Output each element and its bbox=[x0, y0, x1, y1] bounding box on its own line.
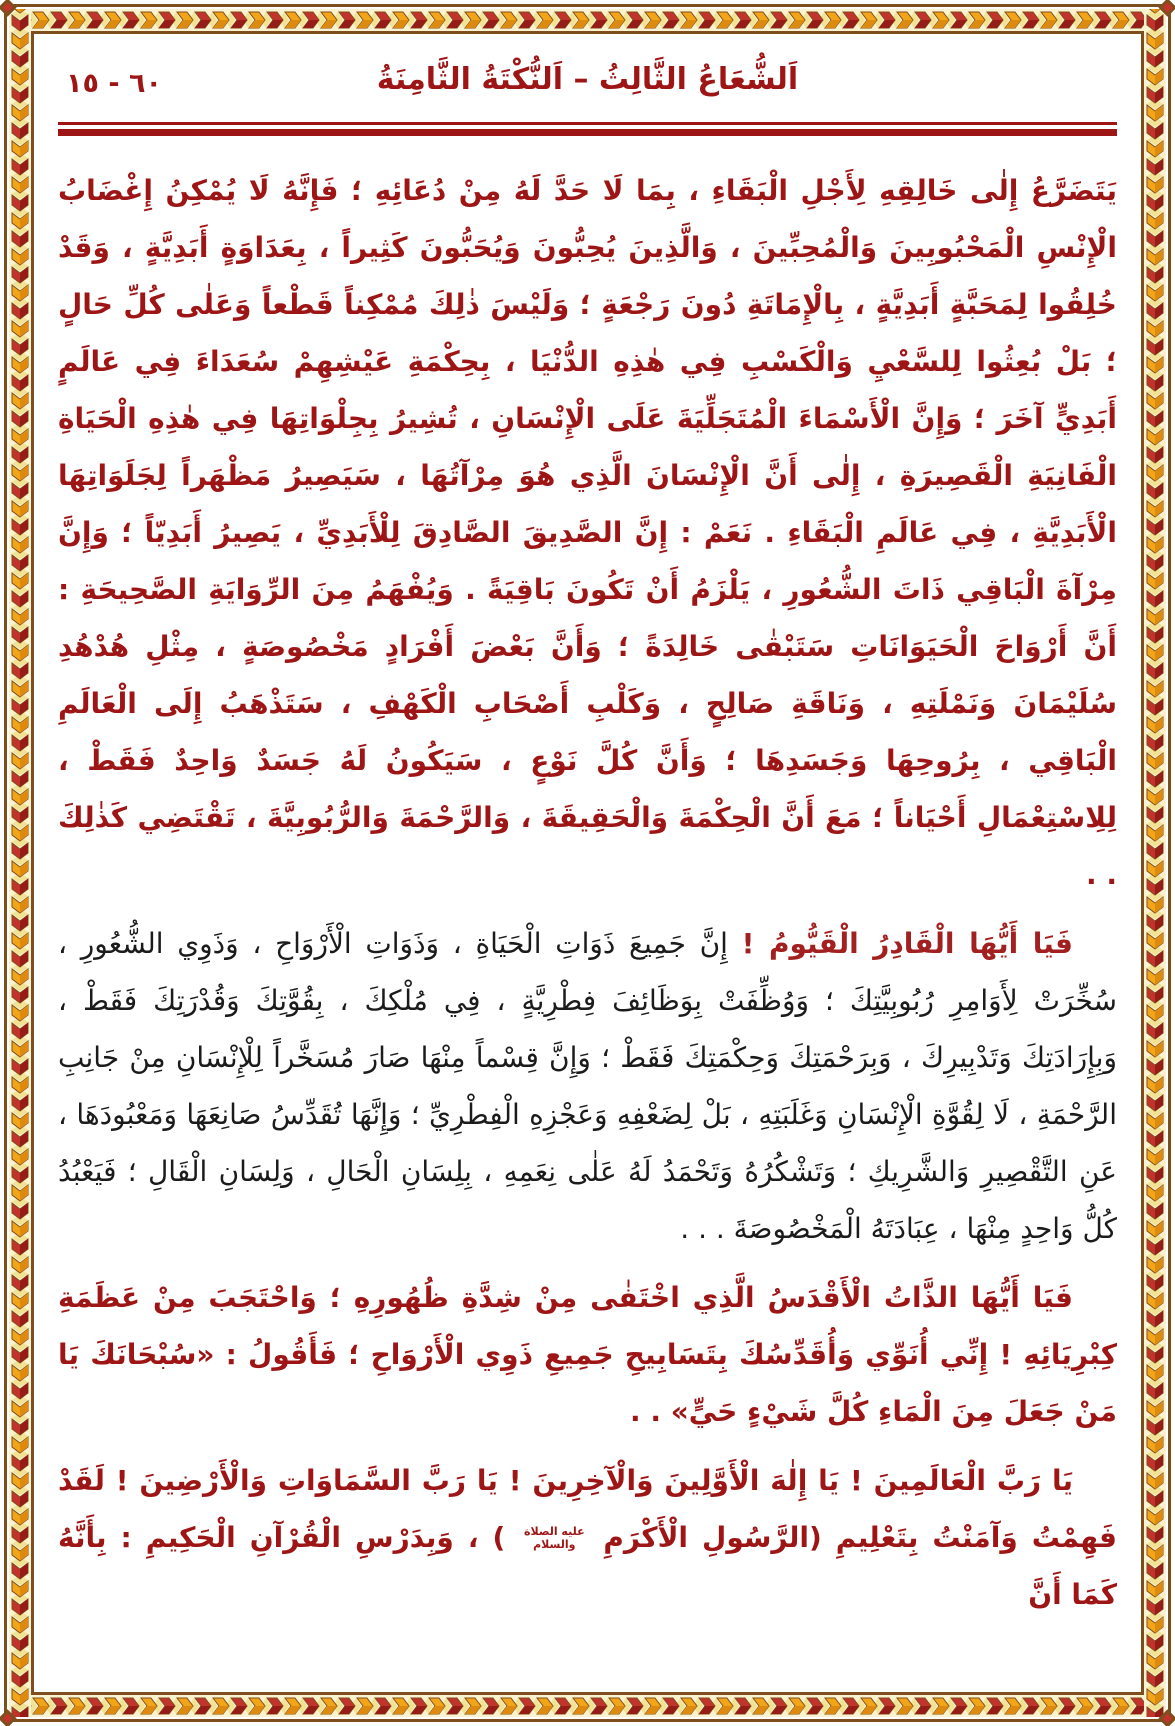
chain-pattern-icon bbox=[9, 9, 31, 1717]
paragraph-body: إِنَّ جَمِيعَ ذَوَاتِ الْحَيَاةِ ، وَذَوَاتِ الْأَرْوَاحِ ، وَذَوِي الشُّعُورِ ، سُخِّرَتْ لِأَوَامِرِ رُبُوبِيَّتِكَ ؛ وَوُظِّفَتْ بِوَظَائِفَ فِطْرِيَّةٍ ، فِي مُلْكِكَ ، بِقُوَّتِكَ وَقُدْرَتِكَ فَقَطْ ، وَبِإِرَادَتِكَ وَتَدْبِيرِكَ ، وَبِرَحْمَتِكَ وَحِكْمَتِكَ فَقَطْ ؛ وَإِنَّ قِسْماً مِنْهَا صَارَ مُسَخَّراً لِلْإِنْسَانِ مِنْ جَانِبِ الرَّحْمَةِ ، لَا لِقُوَّةِ الْإِنْسَانِ وَغَلَبَتِهِ ، بَلْ لِضَعْفِهِ وَعَجْزِهِ الْفِطْرِيِّ ؛ وَإِنَّهَا تُقَدِّسُ صَانِعَهَا وَمَعْبُودَهَا ، عَنِ التَّقْصِيرِ وَالشَّرِيكِ ؛ وَتَشْكُرُهُ وَتَحْمَدُ لَهُ عَلٰى نِعَمِهِ ، بِلِسَانِ الْحَالِ ، وَلِسَانِ الْقَالِ ؛ فَيَعْبُدُ كُلُّ وَاحِدٍ مِنْهَا ، عِبَادَتَهُ الْمَخْصُوصَةَ . . . bbox=[58, 927, 1117, 1245]
paragraph-supplication-qadir-qayyum bbox=[58, 915, 1117, 1257]
border-chain-band-left bbox=[9, 9, 31, 1717]
paragraph-supplication-rabbal-alamin bbox=[58, 1452, 1117, 1623]
paragraph-supplication-aqdas: فَيَا أَيُّهَا الذَّاتُ الْأَقْدَسُ الَّذِي اخْتَفٰى مِنْ شِدَّةِ ظُهُورِهِ ؛ وَاحْتَجَبَ مِنْ عَظَمَةِ كِبْرِيَائِهِ ! إِنِّي أُنَوِّي وَأُقَدِّسُكَ بِتَسَابِيحِ جَمِيعِ ذَوِي الْأَرْوَاحِ ؛ فَأَقُولُ : «سُبْحَانَكَ يَا مَنْ جَعَلَ مِنَ الْمَاءِ كُلَّ شَيْءٍ حَيٍّ» . . bbox=[58, 1281, 1117, 1428]
paragraph-body: يَا رَبَّ الْعَالَمِينَ ! يَا إِلٰهَ الْأَوَّلِينَ وَالْآخِرِينَ ! يَا رَبَّ السَّمَاوَاتِ وَالْأَرْضِينَ ! لَقَدْ فَهِمْتُ وَآمَنْتُ بِتَعْلِيمِ (الرَّسُولِ الْأَكْرَمِ bbox=[58, 1464, 1118, 1554]
page-content bbox=[34, 34, 1141, 1692]
header-divider-thin bbox=[58, 122, 1117, 125]
border-chain-band-top bbox=[9, 9, 1166, 31]
header-divider-thick bbox=[58, 129, 1117, 136]
paragraph-body: ) ، وَبِدَرْسِ الْقُرْآنِ الْحَكِيمِ : بِأَنَّهُ كَمَا أَنَّ bbox=[58, 1521, 1117, 1611]
chain-pattern-icon bbox=[9, 9, 1166, 31]
paragraph-continuation: يَتَضَرَّعُ إِلٰى خَالِقِهِ لِأَجْلِ الْبَقَاءِ ، بِمَا لَا حَدَّ لَهُ مِنْ دُعَائِهِ ؛ فَإِنَّهُ لَا يُمْكِنُ إِغْضَابُ الْإِنْسِ الْمَحْبُوبِينَ وَالْمُحِبِّينَ ، وَالَّذِينَ يُحِبُّونَ وَيُحَبُّونَ كَثِيراً ، بِعَدَاوَةٍ أَبَدِيَّةٍ ، وَقَدْ خُلِقُوا لِمَحَبَّةٍ أَبَدِيَّةٍ ، بِالْإِمَاتَةِ دُونَ رَجْعَةٍ ؛ وَلَيْسَ ذٰلِكَ مُمْكِناً قَطْعاً وَعَلٰى كُلِّ حَالٍ ؛ بَلْ بُعِثُوا لِلسَّعْيِ وَالْكَسْبِ فِي هٰذِهِ الدُّنْيَا ، بِحِكْمَةِ عَيْشِهِمْ سُعَدَاءَ فِي عَالَمٍ أَبَدِيٍّ آخَرَ ؛ وَإِنَّ الْأَسْمَاءَ الْمُتَجَلِّيَةَ عَلَى الْإِنْسَانِ ، تُشِيرُ بِجِلْوَاتِهَا فِي هٰذِهِ الْحَيَاةِ الْفَانِيَةِ الْقَصِيرَةِ ، إِلٰى أَنَّ الْإِنْسَانَ الَّذِي هُوَ مِرْآتُهَا ، سَيَصِيرُ مَظْهَراً لِجَلَوَاتِهَا الْأَبَدِيَّةِ ، فِي عَالَمِ الْبَقَاءِ . نَعَمْ : إِنَّ الصَّدِيقَ الصَّادِقَ لِلْأَبَدِيِّ ، يَصِيرُ أَبَدِيّاً ؛ وَإِنَّ مِرْآةَ الْبَاقِي ذَاتَ الشُّعُورِ ، يَلْزَمُ أَنْ تَكُونَ بَاقِيَةً . وَيُفْهَمُ مِنَ الرِّوَايَةِ الصَّحِيحَةِ : أَنَّ أَرْوَاحَ الْحَيَوَانَاتِ سَتَبْقٰى خَالِدَةً ؛ وَأَنَّ بَعْضَ أَفْرَادٍ مَخْصُوصَةٍ ، مِثْلِ هُدْهُدِ سُلَيْمَانَ وَنَمْلَتِهِ ، وَنَاقَةِ صَالِحٍ ، وَكَلْبِ أَصْحَابِ الْكَهْفِ ، سَتَذْهَبُ إِلَى الْعَالَمِ الْبَاقِي ، بِرُوحِهَا وَجَسَدِهَا ؛ وَأَنَّ كُلَّ نَوْعٍ ، سَيَكُونُ لَهُ جَسَدٌ وَاحِدٌ فَقَطْ ، لِلِاسْتِعْمَالِ أَحْيَاناً ؛ مَعَ أَنَّ الْحِكْمَةَ وَالْحَقِيقَةَ ، وَالرَّحْمَةَ وَالرُّبُوبِيَّةَ ، تَقْتَضِي كَذٰلِكَ . . bbox=[58, 174, 1117, 891]
chain-pattern-icon bbox=[1144, 9, 1166, 1717]
border-chain-band-right bbox=[1144, 9, 1166, 1717]
page-header bbox=[58, 46, 1117, 110]
chain-pattern-icon bbox=[9, 1695, 1166, 1717]
body-text bbox=[58, 162, 1117, 1623]
page-number: ٦٠ - ١٥ bbox=[66, 68, 162, 99]
pbuh-seal: عليه الصلاة والسلام bbox=[524, 1525, 585, 1551]
page-title: اَلشُّعَاعُ الثَّالِثُ – اَلنُّكْتَةُ الثَّامِنَةُ bbox=[376, 62, 799, 97]
invocation-opener: فَيَا أَيُّهَا الْقَادِرُ الْقَيُّومُ ! bbox=[741, 927, 1074, 960]
border-chain-band-bottom bbox=[9, 1695, 1166, 1717]
